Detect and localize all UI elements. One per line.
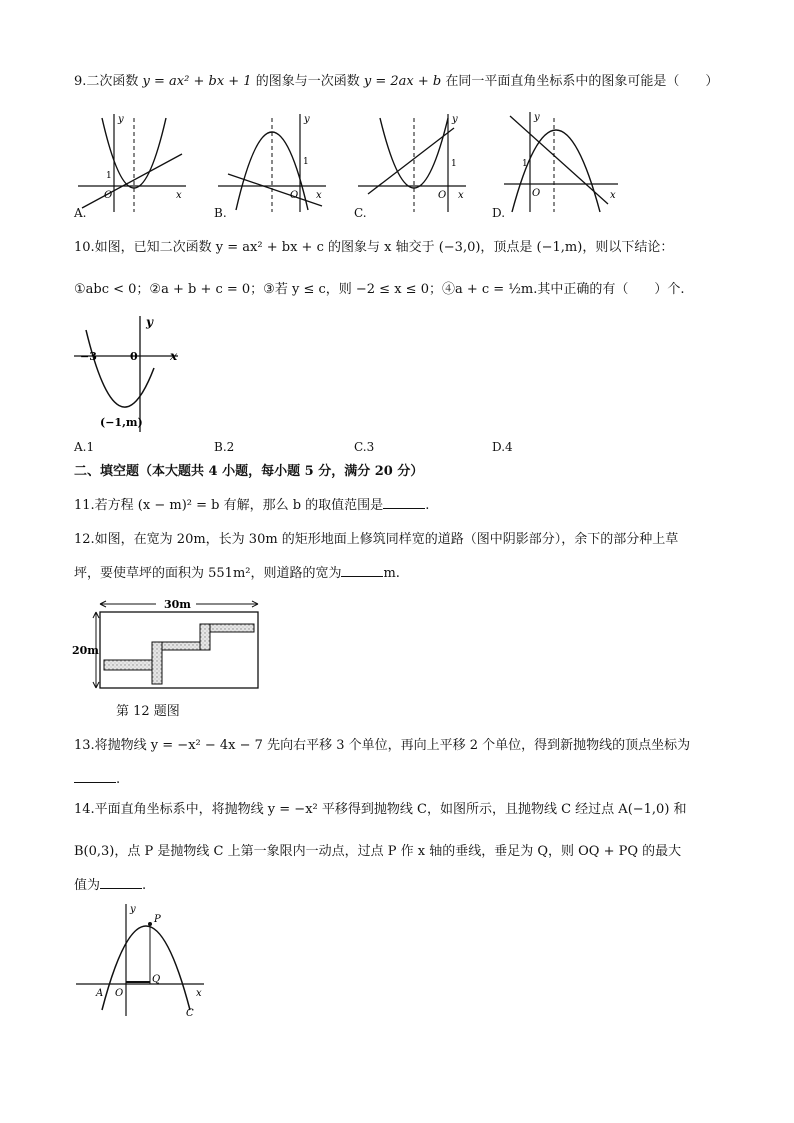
- q9-graph-c: [354, 108, 472, 216]
- line: [82, 154, 182, 208]
- q13-end: .: [116, 772, 121, 787]
- svg-text:1: 1: [106, 171, 112, 181]
- q9-option-c: C.: [354, 206, 367, 220]
- q9-option-b: B.: [214, 206, 227, 220]
- q12-end: m.: [383, 566, 400, 581]
- road-horizontal: [104, 624, 254, 670]
- svg-text:1: 1: [303, 157, 309, 167]
- svg-text:y: y: [452, 114, 458, 125]
- neg3-label: −3: [80, 350, 97, 363]
- parabola: [512, 130, 600, 212]
- q12-caption: 第 12 题图: [116, 704, 180, 719]
- q9-option-d: D.: [492, 206, 506, 220]
- p-label: P: [154, 914, 161, 925]
- width-label: 30m: [164, 598, 191, 611]
- q-label: Q: [152, 974, 161, 985]
- q14-graph: [72, 900, 212, 1020]
- q10-graph: [72, 312, 184, 434]
- svg-text:O: O: [104, 190, 113, 201]
- q13-stem-line2: [74, 770, 120, 790]
- q9-graph-b: [214, 108, 332, 216]
- svg-text:O: O: [290, 190, 299, 201]
- q14-stem-line3: [74, 876, 146, 896]
- section-title: 二、填空题（本大题共 4 小题，每小题 5 分，满分 20 分）: [74, 464, 424, 479]
- q14-answer-blank[interactable]: [100, 876, 142, 889]
- q11-stem: [74, 496, 429, 516]
- svg-text:x: x: [458, 190, 464, 201]
- road-vertical-1: [152, 642, 162, 684]
- svg-text:y: y: [534, 112, 540, 123]
- q9-graph-a: [74, 108, 192, 216]
- q13-stem-line1: 13.将抛物线 y = −x² − 4x − 7 先向右平移 3 个单位，再向上平移 2 个单位，得到新抛物线的顶点坐标为: [74, 738, 691, 753]
- q14-text: 值为: [74, 878, 101, 893]
- q13-answer-blank[interactable]: [74, 770, 116, 783]
- vertex-label: (−1,m): [100, 416, 143, 429]
- q12-answer-blank[interactable]: [341, 564, 383, 577]
- q10-option-d: D.4: [492, 440, 513, 454]
- q9-stem: [74, 72, 718, 92]
- line: [368, 128, 454, 194]
- q14-stem-line1: 14.平面直角坐标系中，将抛物线 y = −x² 平移得到抛物线 C，如图所示，且抛物线 C 经过点 A(−1,0) 和: [74, 802, 687, 817]
- y-label: y: [130, 904, 136, 915]
- point-p: [148, 922, 152, 926]
- o-label: O: [115, 988, 124, 999]
- q9-graph-d: [492, 108, 622, 216]
- y-label: y: [146, 315, 153, 329]
- q9-suffix: 在同一平面直角坐标系中的图象可能是（ ）: [445, 74, 719, 89]
- q14-end: .: [142, 878, 147, 893]
- q9-linear-formula: y = 2ax + b: [363, 74, 442, 89]
- c-label: C: [186, 1008, 194, 1019]
- q14-stem-line2: B(0,3)，点 P 是抛物线 C 上第一象限内一动点，过点 P 作 x 轴的垂线，垂足为 Q，则 OQ + PQ 的最大: [74, 844, 682, 859]
- q9-quadratic-formula: y = ax² + bx + 1: [142, 74, 252, 89]
- svg-text:O: O: [438, 190, 447, 201]
- q10-option-c: C.3: [354, 440, 375, 454]
- svg-text:y: y: [118, 114, 124, 125]
- q9-mid: 的图象与一次函数: [255, 74, 360, 89]
- q10-option-a: A.1: [74, 440, 95, 454]
- svg-text:x: x: [316, 190, 322, 201]
- line: [228, 174, 322, 206]
- q9-option-a: A.: [74, 206, 87, 220]
- svg-text:1: 1: [451, 159, 457, 169]
- q10-stem-line2: ①abc < 0；②a + b + c = 0；③若 y ≤ c，则 −2 ≤ x ≤ 0；④a + c = ½m.其中正确的有（ ）个.: [74, 282, 685, 297]
- svg-text:x: x: [610, 190, 616, 201]
- q9-prefix: 9.二次函数: [74, 74, 139, 89]
- x-label: x: [196, 988, 202, 999]
- svg-text:O: O: [532, 188, 541, 199]
- q12-text: 坪，要使草坪的面积为 551m²，则道路的宽为: [74, 566, 342, 581]
- q12-stem-line1: 12.如图，在宽为 20m，长为 30m 的矩形地面上修筑同样宽的道路（图中阴影部分），余下的部分种上草: [74, 532, 679, 547]
- road-vertical-2: [200, 624, 210, 650]
- q10-stem-line1: 10.如图，已知二次函数 y = ax² + bx + c 的图象与 x 轴交于 (−3,0)，顶点是 (−1,m)，则以下结论：: [74, 240, 674, 255]
- q11-answer-blank[interactable]: [383, 496, 425, 509]
- parabola: [86, 330, 154, 407]
- q11-end: .: [425, 498, 430, 513]
- svg-text:x: x: [176, 190, 182, 201]
- origin-label: 0: [130, 350, 138, 363]
- q10-option-b: B.2: [214, 440, 235, 454]
- svg-text:y: y: [304, 114, 310, 125]
- height-label: 20m: [72, 644, 99, 657]
- q12-stem-line2: [74, 564, 400, 584]
- q11-text: 11.若方程 (x − m)² = b 有解，那么 b 的取值范围是: [74, 498, 384, 513]
- svg-text:1: 1: [522, 159, 528, 169]
- a-label: A: [96, 988, 104, 999]
- x-label: x: [170, 349, 178, 363]
- q12-figure: [72, 596, 272, 696]
